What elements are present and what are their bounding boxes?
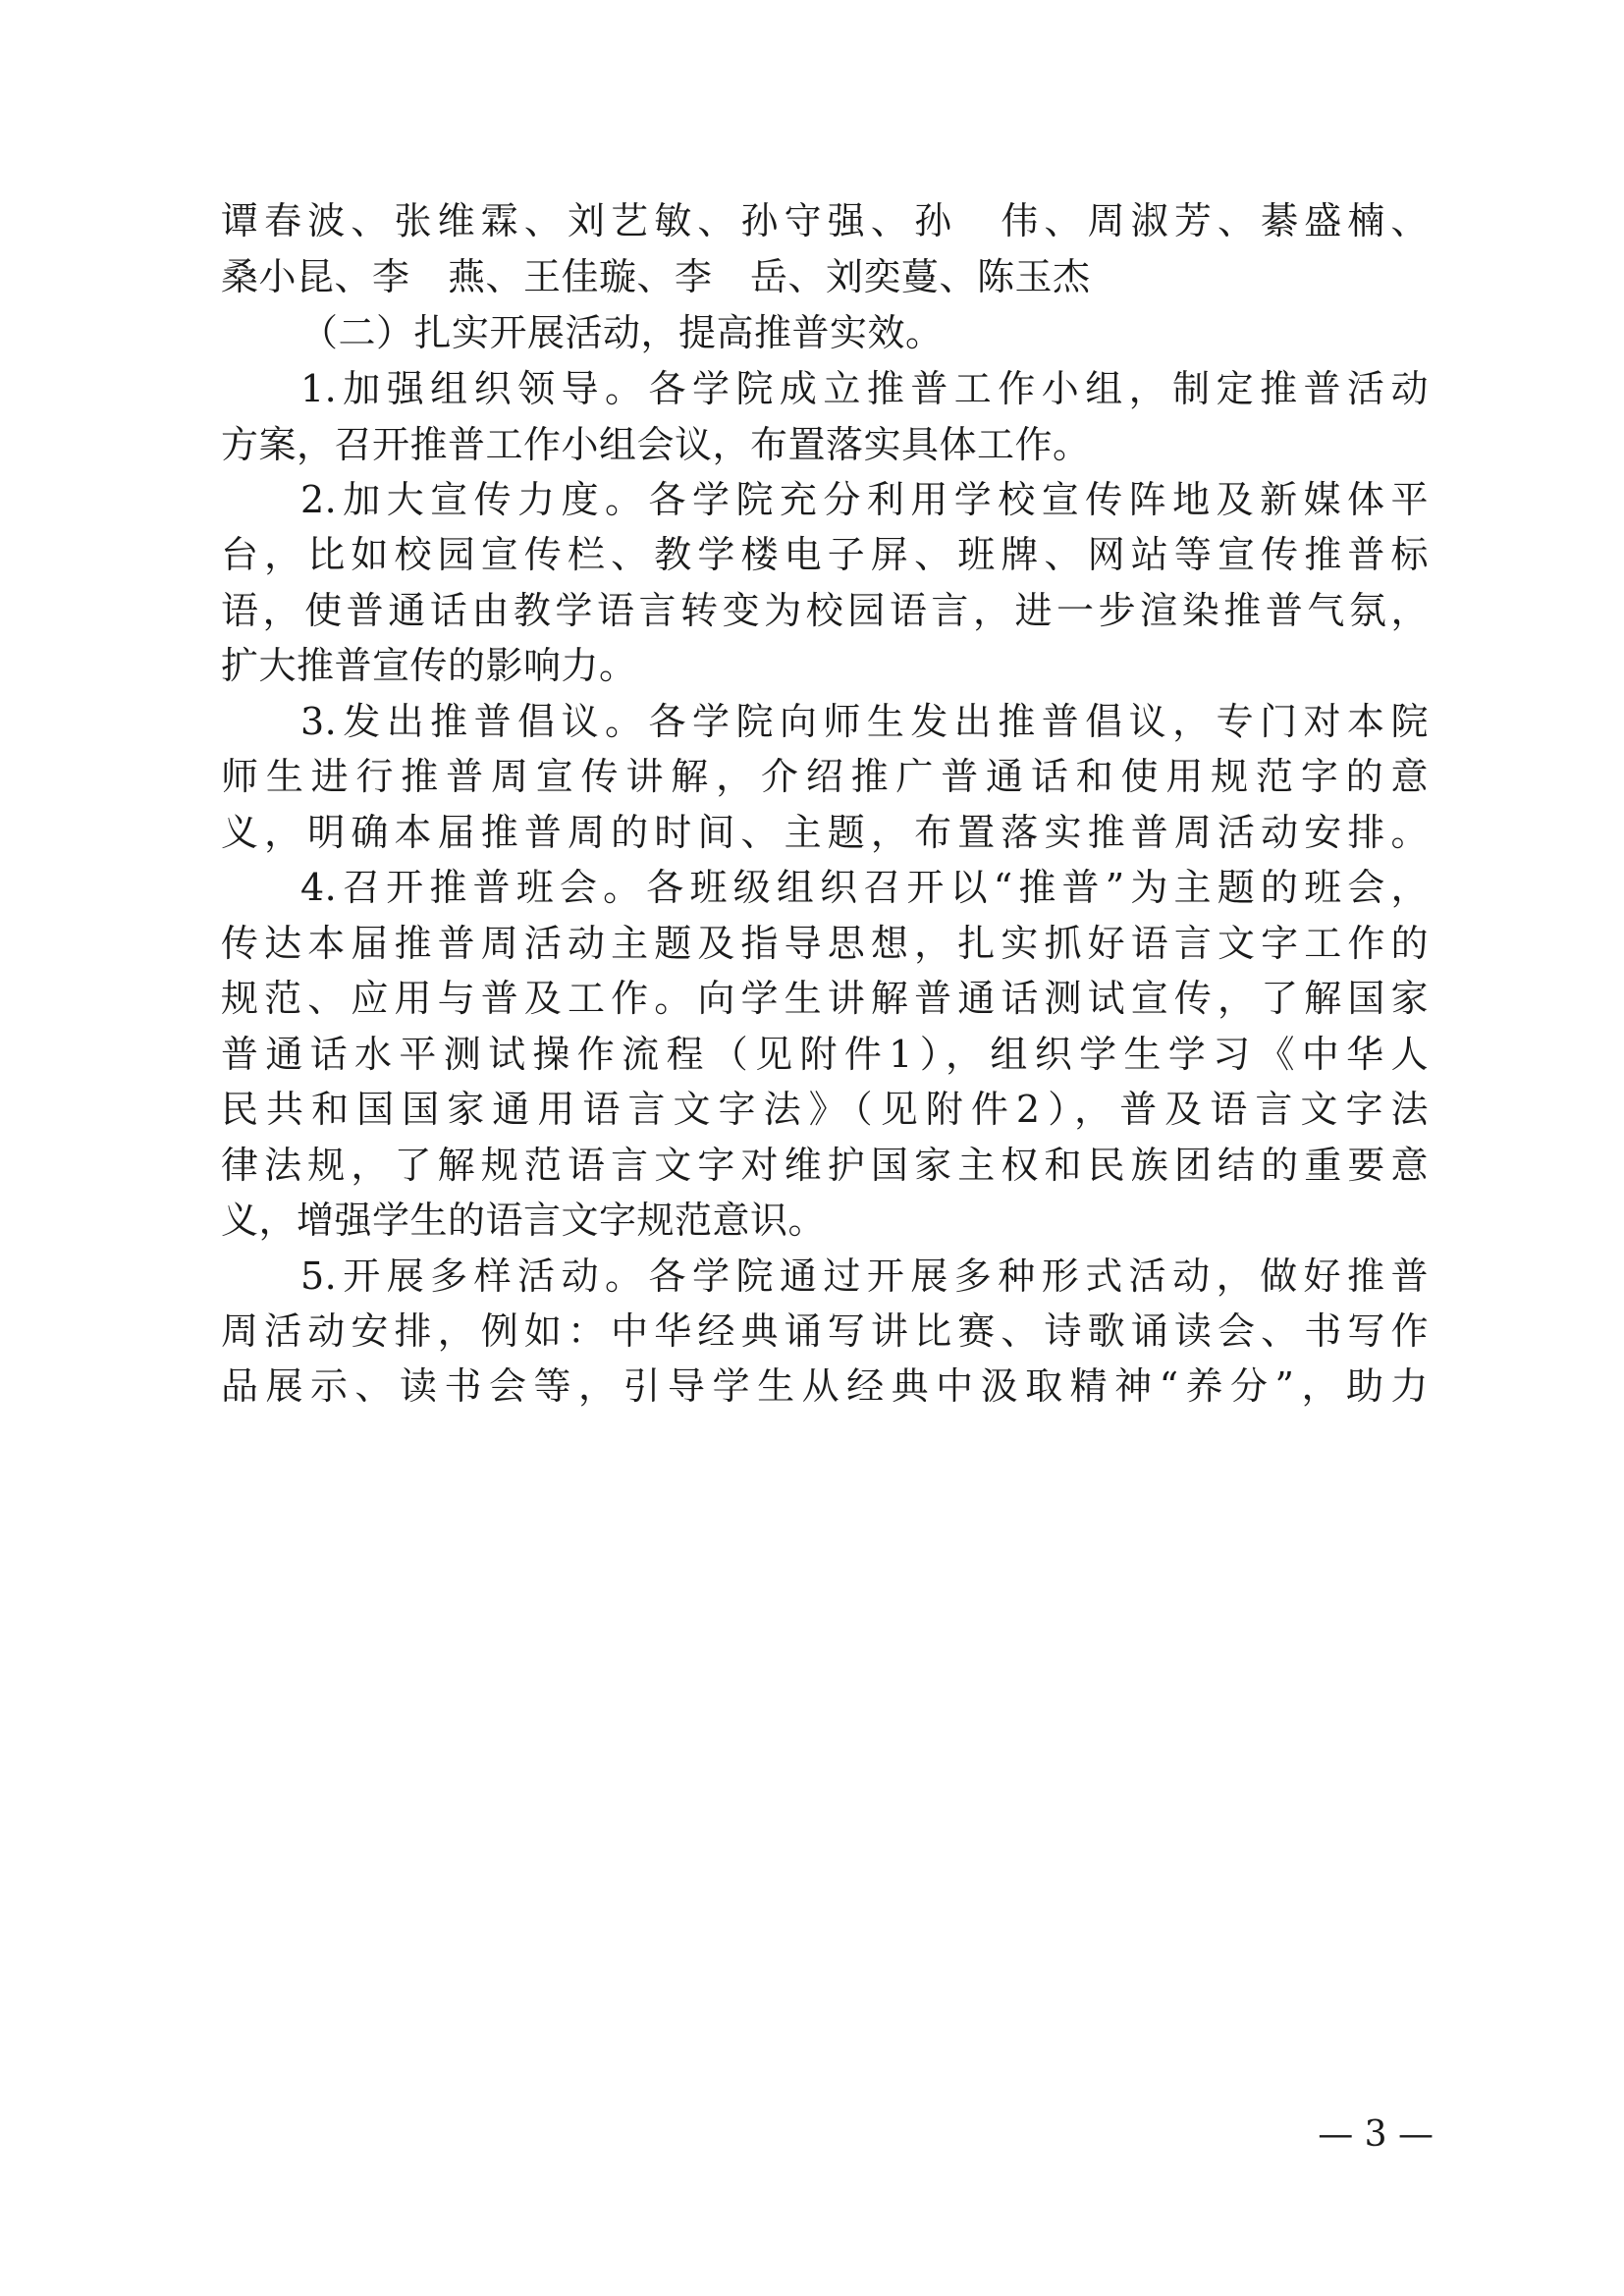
text-line: 谭春波、张维霖、刘艺敏、孙守强、孙 伟、周淑芳、綦盛楠、 [221,199,1429,242]
text-line: 品展示、读书会等，引导学生从经典中汲取精神“养分”，助力 [221,1364,1429,1408]
text-line: 1.加强组织领导。各学院成立推普工作小组，制定推普活动 [300,367,1429,410]
page-number: — 3 — [1318,2114,1434,2155]
text-line: 3.发出推普倡议。各学院向师生发出推普倡议，专门对本院 [300,700,1429,743]
text-line: 周活动安排，例如：中华经典诵写讲比赛、诗歌诵读会、书写作 [221,1309,1429,1353]
text-line: 普通话水平测试操作流程（见附件1），组织学生学习《中华人 [221,1033,1429,1076]
text-line: 规范、应用与普及工作。向学生讲解普通话测试宣传，了解国家 [221,977,1429,1020]
text-line: 4.召开推普班会。各班级组织召开以“推普”为主题的班会， [300,866,1429,909]
text-line: 传达本届推普周活动主题及指导思想，扎实抓好语言文字工作的 [221,922,1429,965]
text-line: 扩大推普宣传的影响力。 [221,644,637,687]
section-heading: （二）扎实开展活动，提高推普实效。 [300,311,944,354]
text-line: 台，比如校园宣传栏、教学楼电子屏、班牌、网站等宣传推普标 [221,533,1429,576]
text-line: 义，增强学生的语言文字规范意识。 [221,1199,827,1242]
text-line: 5.开展多样活动。各学院通过开展多种形式活动，做好推普 [300,1255,1429,1298]
text-line: 语，使普通话由教学语言转变为校园语言，进一步渲染推普气氛， [221,589,1429,632]
text-line: 义，明确本届推普周的时间、主题，布置落实推普周活动安排。 [221,811,1429,854]
text-line: 桑小昆、李 燕、王佳璇、李 岳、刘奕蔓、陈玉杰 [221,255,1091,298]
text-line: 方案，召开推普工作小组会议，布置落实具体工作。 [221,423,1091,466]
text-line: 律法规，了解规范语言文字对维护国家主权和民族团结的重要意 [221,1144,1429,1187]
text-line: 民共和国国家通用语言文字法》（见附件2），普及语言文字法 [221,1088,1429,1131]
text-line: 2.加大宣传力度。各学院充分利用学校宣传阵地及新媒体平 [300,478,1429,521]
text-line: 师生进行推普周宣传讲解，介绍推广普通话和使用规范字的意 [221,755,1429,798]
